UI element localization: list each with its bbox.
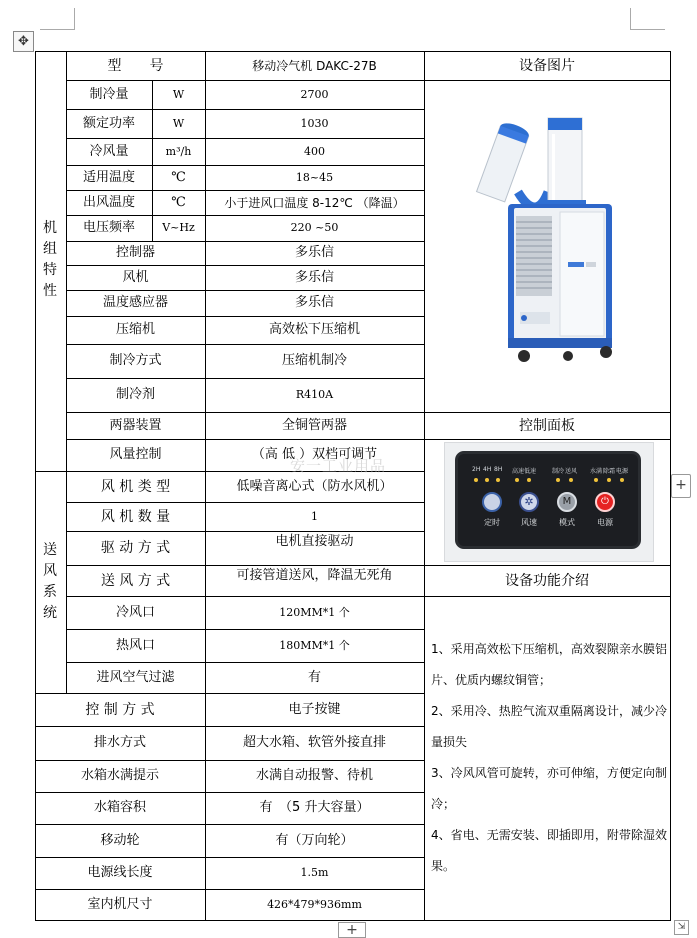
button-label: 定时 (484, 518, 500, 527)
led-dot (515, 478, 519, 482)
row-value: 多乐信 (294, 269, 334, 285)
power-button[interactable]: ⏻ (595, 492, 615, 512)
row-label: 移动轮 (100, 832, 140, 848)
row-value: 多乐信 (294, 245, 334, 260)
row-value: 有 （5 升大容量） (259, 800, 370, 815)
led-dot (607, 478, 611, 482)
row-label: 制冷量 (89, 86, 129, 102)
row-value: 220 ~50 (290, 221, 339, 234)
indicator-cool: 制冷 (552, 468, 565, 475)
button-label: 电源 (597, 518, 613, 527)
button-label: 风速 (521, 518, 537, 527)
table-resize-handle[interactable]: ⇲ (674, 920, 689, 935)
section-label-unit: 机组特性 (43, 220, 57, 299)
row-label: 控 制 方 式 (85, 701, 155, 718)
indicator-high: 高速 (512, 468, 525, 475)
row-label: 控制器 (115, 245, 155, 260)
indicator-fan: 送风 (565, 468, 578, 475)
row-label: 风 机 类 型 (100, 478, 171, 495)
row-label: 两器装置 (109, 417, 162, 433)
row-value: 180MM*1 个 (279, 638, 350, 652)
button-label: 模式 (559, 518, 575, 527)
row-value: 426*479*936mm (267, 897, 362, 911)
timer-button[interactable] (482, 492, 502, 512)
row-value: 有（万向轮） (275, 832, 354, 848)
row-value: 低噪音离心式（防水风机） (236, 478, 393, 494)
row-unit: ℃ (171, 194, 186, 210)
func-label: 设备功能介绍 (505, 572, 589, 589)
crop-mark (40, 29, 75, 30)
row-label: 额定功率 (82, 115, 135, 131)
row-value: 400 (304, 144, 325, 158)
row-label: 风量控制 (109, 447, 162, 462)
led-dot (594, 478, 598, 482)
panel-label: 控制面板 (519, 417, 575, 434)
fan-speed-button[interactable]: ✲ (519, 492, 539, 512)
feature-item: 3、冷风风管可旋转，亦可伸缩，方便定向制冷； (431, 766, 667, 811)
add-row-handle[interactable]: + (338, 922, 366, 938)
row-label: 送 风 方 式 (100, 572, 171, 589)
row-label: 水箱容积 (93, 800, 146, 815)
row-value: 1 (311, 509, 318, 523)
row-value: 电子按键 (288, 701, 341, 717)
row-label: 出风温度 (82, 194, 135, 210)
row-value: 水满自动报警、待机 (255, 768, 373, 783)
control-panel (455, 451, 641, 549)
model-value: 移动冷气机 DAKC-27B (252, 58, 377, 73)
indicator-power: 电源 (616, 468, 629, 475)
row-unit: m³/h (165, 144, 192, 158)
row-label: 制冷剂 (115, 387, 155, 402)
row-label: 制冷方式 (109, 353, 162, 368)
table-move-handle[interactable]: ✥ (13, 31, 34, 52)
row-label: 排水方式 (93, 735, 146, 750)
row-unit: W (172, 116, 185, 130)
row-label: 风 机 数 量 (100, 508, 171, 525)
row-value: 电机直接驱动 (275, 534, 354, 549)
crop-mark (630, 8, 631, 30)
row-value: 有 (307, 669, 321, 685)
section-label-air: 送风系统 (43, 542, 57, 621)
image-label: 设备图片 (519, 57, 575, 74)
watermark: 安一工业用品 (290, 457, 387, 475)
row-value: 小于进风口温度 8-12℃ （降温） (224, 195, 405, 210)
feature-item: 4、省电、无需安装、即插即用，附带除湿效果。 (431, 828, 667, 873)
row-value: 全铜管两器 (281, 417, 347, 433)
row-value: 高效松下压缩机 (268, 322, 360, 337)
row-label: 冷风口 (115, 604, 155, 620)
row-value: （高 低 ）双档可调节 (251, 447, 378, 462)
row-label: 驱 动 方 式 (100, 540, 171, 556)
crop-mark (74, 8, 75, 30)
row-value: 2700 (300, 87, 329, 101)
product-image (468, 112, 628, 372)
indicator-defrost: 除霜 (603, 468, 616, 475)
row-label: 冷风量 (89, 143, 129, 159)
indicator-2h: 2H (472, 466, 481, 473)
led-dot (527, 478, 531, 482)
row-label: 电压频率 (82, 220, 135, 235)
row-value: 120MM*1 个 (279, 605, 350, 619)
row-label: 水箱水满提示 (80, 768, 159, 783)
row-unit: ℃ (171, 169, 186, 185)
led-dot (474, 478, 478, 482)
indicator-4h: 4H (483, 466, 492, 473)
led-dot (569, 478, 573, 482)
row-value: 压缩机制冷 (281, 353, 347, 368)
row-value: 1.5m (300, 866, 329, 879)
led-dot (496, 478, 500, 482)
add-column-handle[interactable]: + (671, 474, 691, 498)
row-label: 温度感应器 (102, 295, 168, 310)
indicator-low: 低速 (524, 468, 537, 475)
row-value: 可接管道送风，降温无死角 (236, 568, 393, 583)
crop-mark (630, 29, 665, 30)
model-label: 型 号 (107, 57, 164, 74)
led-dot (556, 478, 560, 482)
row-value: R410A (295, 388, 334, 401)
indicator-8h: 8H (494, 466, 503, 473)
led-dot (485, 478, 489, 482)
row-unit: W (172, 87, 185, 101)
row-value: 18~45 (295, 170, 334, 184)
control-panel-photo (444, 442, 654, 562)
row-label: 室内机尺寸 (87, 896, 153, 912)
row-label: 热风口 (115, 637, 155, 653)
row-label: 压缩机 (115, 322, 155, 337)
led-dot (620, 478, 624, 482)
row-label: 适用温度 (82, 169, 135, 185)
feature-item: 1、采用高效松下压缩机，高效裂隙亲水膜铝片、优质内螺纹铜管； (431, 642, 667, 687)
row-label: 进风空气过滤 (96, 669, 175, 685)
row-label: 风机 (122, 269, 149, 285)
row-value: 多乐信 (294, 295, 334, 310)
indicator-water: 水满 (590, 468, 603, 475)
mode-button[interactable]: M (557, 492, 577, 512)
feature-item: 2、采用冷、热腔气流双重隔离设计，减少冷量损失 (431, 704, 667, 749)
row-value: 1030 (300, 116, 329, 130)
row-label: 电源线长度 (87, 865, 153, 880)
row-unit: V~Hz (162, 221, 195, 234)
row-value: 超大水箱、软管外接直排 (242, 735, 386, 750)
